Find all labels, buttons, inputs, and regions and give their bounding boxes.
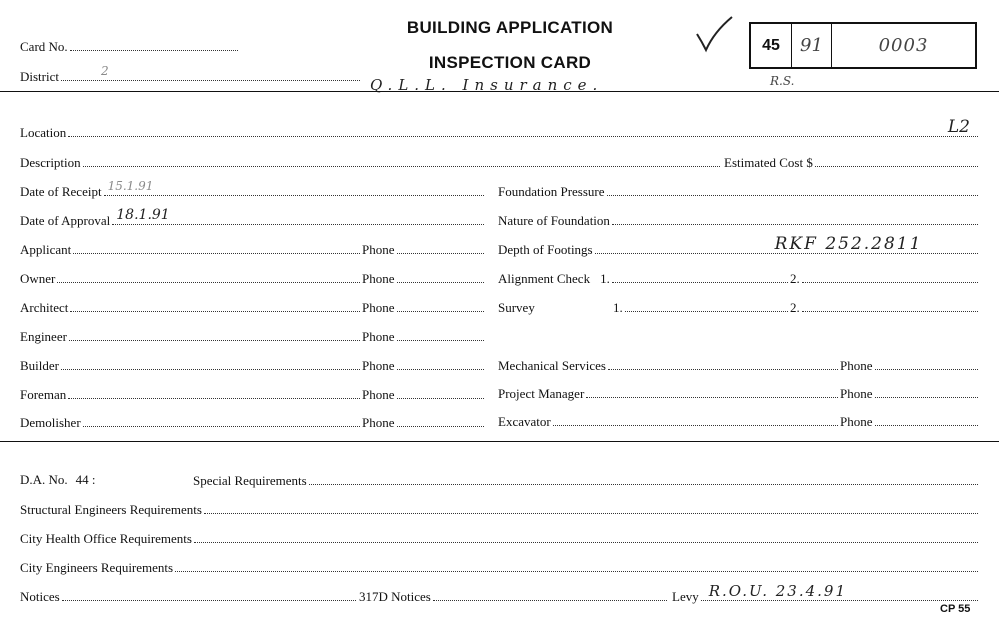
check-mark-icon <box>694 14 734 54</box>
da-no-label: D.A. No. <box>20 472 68 487</box>
application-number-prefix: 45 <box>751 24 792 67</box>
project-manager-phone-field[interactable] <box>840 385 978 402</box>
form-code: CP 55 <box>940 603 971 615</box>
excavator-phone-field[interactable] <box>840 413 978 430</box>
district-field[interactable] <box>20 64 360 85</box>
special-requirements-label: Special Requirements <box>193 473 307 488</box>
description-field[interactable] <box>20 154 720 171</box>
engineer-phone-label: Phone <box>362 329 395 344</box>
levy-value: R.O.U. 23.4.91 <box>708 582 848 600</box>
health-requirements-label: City Health Office Requirements <box>20 531 192 546</box>
owner-label: Owner <box>20 271 56 286</box>
engineer-line <box>69 328 360 341</box>
engineer-phone-field[interactable] <box>362 328 484 345</box>
date-of-approval-value: 18.1.91 <box>116 207 170 223</box>
foreman-phone-field[interactable] <box>362 386 484 403</box>
notices-317d-line <box>433 588 667 601</box>
owner-field[interactable] <box>20 270 360 287</box>
structural-requirements-field[interactable] <box>20 501 978 518</box>
engineers-requirements-label: City Engineers Requirements <box>20 560 174 575</box>
nature-of-foundation-label: Nature of Foundation <box>498 213 610 228</box>
signature-note: R.S. <box>770 74 795 88</box>
estimated-cost-label: Estimated Cost $ <box>724 155 813 170</box>
structural-requirements-line <box>204 501 978 514</box>
demolisher-phone-field[interactable] <box>362 414 484 431</box>
card-no-line <box>70 38 238 51</box>
alignment-check-one-label: 1. <box>600 271 610 286</box>
builder-field[interactable] <box>20 357 360 374</box>
owner-phone-label: Phone <box>362 271 395 286</box>
demolisher-label: Demolisher <box>20 415 81 430</box>
foundation-pressure-label: Foundation Pressure <box>498 184 605 199</box>
district-value: 2 <box>101 64 109 78</box>
applicant-label: Applicant <box>20 242 72 257</box>
architect-field[interactable] <box>20 299 360 316</box>
alignment-check-one-line <box>612 270 788 283</box>
depth-of-footings-line <box>595 234 978 254</box>
description-label: Description <box>20 155 81 170</box>
excavator-label: Excavator <box>498 414 551 429</box>
survey-two-field[interactable] <box>790 299 978 316</box>
demolisher-phone-line <box>397 414 485 427</box>
date-of-approval-field[interactable] <box>20 207 484 229</box>
alignment-check-label: Alignment Check <box>498 271 591 286</box>
builder-phone-field[interactable] <box>362 357 484 374</box>
survey-one-label: 1. <box>613 300 623 315</box>
district-label: District <box>20 69 59 84</box>
card-no-label: Card No. <box>20 39 68 54</box>
applicant-phone-label: Phone <box>362 242 395 257</box>
header-divider <box>0 91 999 92</box>
demolisher-phone-label: Phone <box>362 415 395 430</box>
application-number-box <box>749 22 977 69</box>
depth-of-footings-label: Depth of Footings <box>498 242 593 257</box>
alignment-check-two-line <box>802 270 978 283</box>
application-number-year: 91 <box>792 24 832 67</box>
location-label: Location <box>20 125 67 140</box>
handwritten-insurance-note: Q.L.L. Insurance. <box>370 76 604 94</box>
notices-317d-field[interactable] <box>359 588 667 605</box>
estimated-cost-line <box>815 154 978 167</box>
mechanical-services-phone-line <box>875 357 979 370</box>
excavator-field[interactable] <box>498 413 838 430</box>
project-manager-field[interactable] <box>498 385 838 402</box>
engineers-requirements-field[interactable] <box>20 559 978 576</box>
notices-line <box>62 588 356 601</box>
levy-label: Levy <box>672 589 699 604</box>
mechanical-services-label: Mechanical Services <box>498 358 606 373</box>
alignment-check-field[interactable] <box>498 270 788 287</box>
date-of-receipt-value: 15.1.91 <box>107 179 154 193</box>
card-no-field[interactable] <box>20 38 238 55</box>
project-manager-phone-label: Phone <box>840 386 873 401</box>
date-of-receipt-line <box>104 179 484 196</box>
architect-phone-label: Phone <box>362 300 395 315</box>
alignment-check-two-field[interactable] <box>790 270 978 287</box>
foundation-pressure-field[interactable] <box>498 183 978 200</box>
applicant-field[interactable] <box>20 241 360 258</box>
owner-phone-field[interactable] <box>362 270 484 287</box>
depth-of-footings-field[interactable] <box>498 234 978 258</box>
architect-label: Architect <box>20 300 69 315</box>
survey-label: Survey <box>498 300 535 315</box>
engineers-requirements-line <box>175 559 978 572</box>
project-manager-line <box>586 385 838 398</box>
district-line <box>61 64 360 81</box>
mechanical-services-line <box>608 357 838 370</box>
da-no-value: 44 : <box>75 472 96 487</box>
demolisher-line <box>83 414 360 427</box>
location-field[interactable] <box>20 117 978 141</box>
levy-line <box>701 582 978 601</box>
special-requirements-field[interactable] <box>193 472 978 489</box>
card-title-line2: INSPECTION CARD <box>428 53 592 72</box>
nature-of-foundation-line <box>612 212 978 225</box>
survey-one-line <box>625 299 788 312</box>
applicant-phone-line <box>397 241 485 254</box>
foreman-phone-line <box>397 386 485 399</box>
nature-of-foundation-field[interactable] <box>498 212 978 229</box>
architect-line <box>70 299 360 312</box>
foreman-field[interactable] <box>20 386 360 403</box>
notices-label: Notices <box>20 589 60 604</box>
engineer-phone-line <box>397 328 485 341</box>
special-requirements-line <box>309 472 978 485</box>
excavator-phone-line <box>875 413 979 426</box>
date-of-receipt-label: Date of Receipt <box>20 184 102 199</box>
builder-phone-label: Phone <box>362 358 395 373</box>
date-of-receipt-field[interactable] <box>20 179 484 200</box>
estimated-cost-field[interactable] <box>724 154 978 171</box>
owner-line <box>57 270 360 283</box>
engineer-label: Engineer <box>20 329 67 344</box>
structural-requirements-label: Structural Engineers Requirements <box>20 502 202 517</box>
depth-of-footings-value: RKF 252.2811 <box>774 234 923 254</box>
foreman-label: Foreman <box>20 387 67 402</box>
project-manager-label: Project Manager <box>498 386 585 401</box>
da-no-field <box>20 472 190 488</box>
applicant-phone-field[interactable] <box>362 241 484 258</box>
builder-line <box>61 357 360 370</box>
architect-phone-field[interactable] <box>362 299 484 316</box>
notices-field[interactable] <box>20 588 356 605</box>
foreman-phone-label: Phone <box>362 387 395 402</box>
mechanical-services-field[interactable] <box>498 357 838 374</box>
builder-label: Builder <box>20 358 59 373</box>
applicant-line <box>73 241 360 254</box>
card-title-line1: BUILDING APPLICATION <box>406 18 614 37</box>
requirements-divider <box>0 441 999 442</box>
owner-phone-line <box>397 270 485 283</box>
excavator-phone-label: Phone <box>840 414 873 429</box>
demolisher-field[interactable] <box>20 414 360 431</box>
engineer-field[interactable] <box>20 328 360 345</box>
alignment-check-two-label: 2. <box>790 271 800 286</box>
notices-317d-label: 317D Notices <box>359 589 431 604</box>
description-line <box>83 154 720 167</box>
health-requirements-line <box>194 530 978 543</box>
excavator-line <box>553 413 838 426</box>
date-of-approval-label: Date of Approval <box>20 213 111 228</box>
survey-field[interactable] <box>498 299 788 316</box>
foreman-line <box>68 386 360 399</box>
mechanical-services-phone-label: Phone <box>840 358 873 373</box>
survey-two-label: 2. <box>790 300 800 315</box>
architect-phone-line <box>397 299 485 312</box>
builder-phone-line <box>397 357 485 370</box>
date-of-approval-line <box>112 207 484 225</box>
application-number-suffix: 0003 <box>878 35 929 56</box>
project-manager-phone-line <box>875 385 979 398</box>
levy-field[interactable] <box>672 582 978 605</box>
foundation-pressure-line <box>607 183 978 196</box>
location-corner-value: L2 <box>947 117 970 137</box>
mechanical-services-phone-field[interactable] <box>840 357 978 374</box>
survey-two-line <box>802 299 978 312</box>
location-line <box>68 117 978 137</box>
health-requirements-field[interactable] <box>20 530 978 547</box>
